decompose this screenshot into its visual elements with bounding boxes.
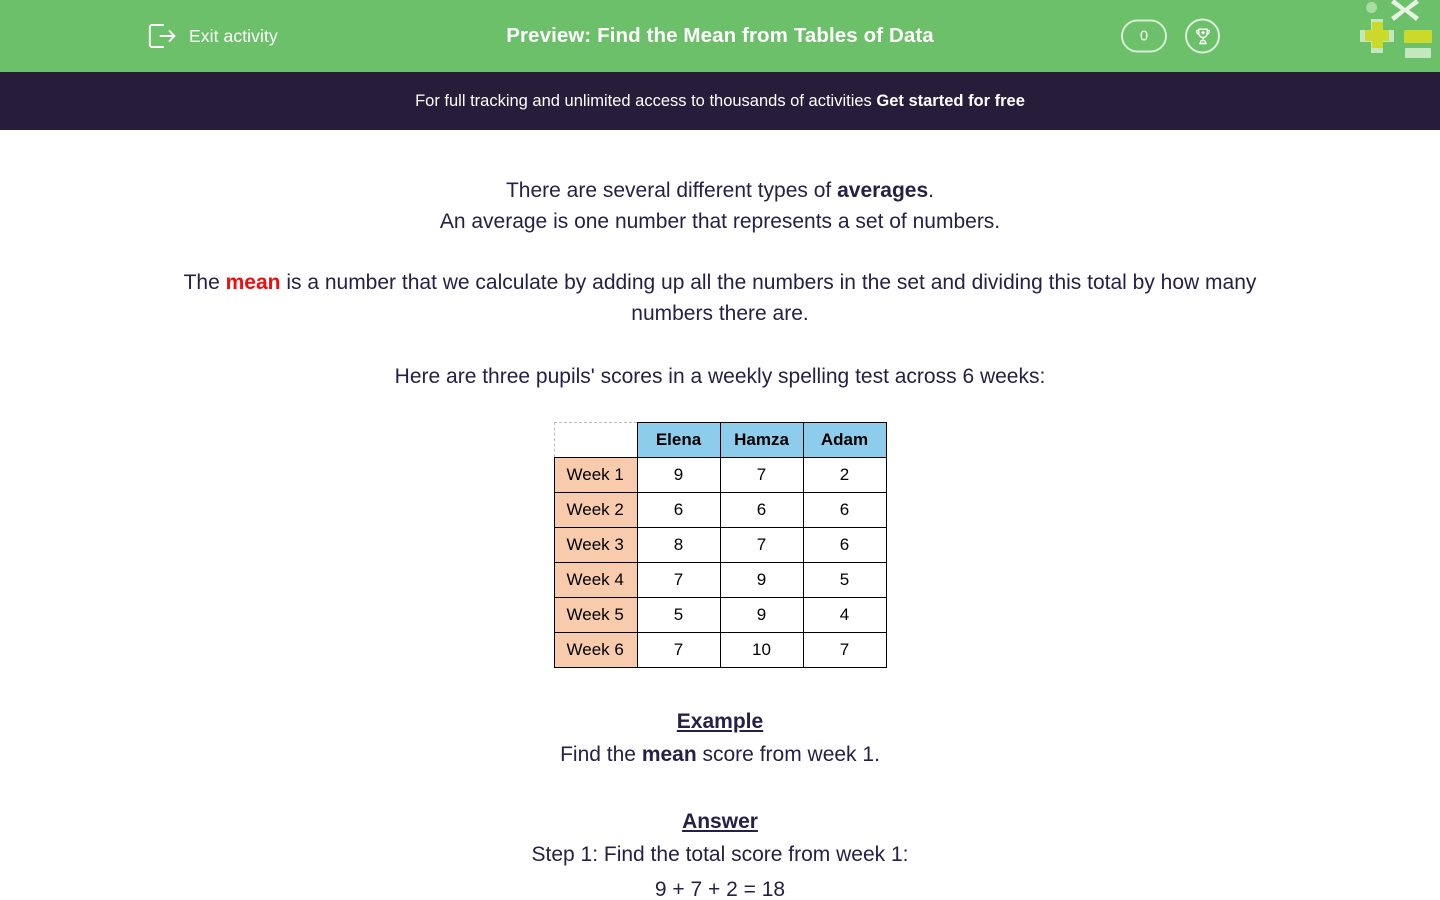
header-decoration [1350,0,1440,64]
deco-bar-light-icon [1405,48,1431,58]
intro-line-1-bold: averages [837,179,929,202]
cell-week6-hamza: 10 [720,633,803,668]
example-prompt-bold: mean [641,743,697,766]
example-prompt-post: score from week 1. [696,743,880,766]
row-label-week-6: Week 6 [554,633,637,668]
table-corner-cell [554,423,637,458]
cell-week5-elena: 5 [637,598,720,633]
trophy-button[interactable] [1185,19,1220,54]
promo-banner[interactable] [0,72,1440,130]
cell-week3-hamza: 7 [720,528,803,563]
intro-line-1-post: . [928,179,935,202]
scores-table [554,422,887,668]
cell-week4-elena: 7 [637,563,720,598]
cell-week6-adam: 7 [803,633,886,668]
table-row [554,563,886,598]
scores-table-body [554,458,886,668]
exit-activity-label: Exit activity [189,25,278,46]
cell-week1-hamza: 7 [720,458,803,493]
cell-week6-elena: 7 [637,633,720,668]
answer-heading: Answer [682,810,758,833]
mean-definition-post: is a number that we calculate by adding up all the numbers in the set and dividing this total by how many numbers there are. [280,271,1257,325]
scores-table-head [554,423,886,458]
score-value: 0 [1139,28,1149,44]
table-row [554,458,886,493]
deco-plus-light-icon [1371,19,1383,53]
cell-week3-elena: 8 [637,528,720,563]
row-label-week-5: Week 5 [554,598,637,633]
column-header-elena: Elena [637,423,720,458]
row-label-week-3: Week 3 [554,528,637,563]
exit-activity-button[interactable] [148,23,278,49]
cell-week3-adam: 6 [803,528,886,563]
cell-week4-hamza: 9 [720,563,803,598]
row-label-week-4: Week 4 [554,563,637,598]
intro-line-2: An average is one number that represents a set of numbers. [439,210,1001,233]
deco-plus-yellow-icon [1372,22,1383,48]
get-started-link[interactable]: Get started for free [876,91,1025,110]
activity-content [0,130,1440,900]
table-row [554,493,886,528]
exit-door-arrow-icon [148,23,176,49]
mean-definition-pre: The [183,271,226,294]
mean-keyword: mean [225,271,281,294]
trophy-icon [1193,26,1213,46]
deco-x-icon [1390,0,1420,23]
promo-message: For full tracking and unlimited access to thousands of activities [415,91,877,110]
example-prompt-pre: Find the [560,743,642,766]
row-label-week-1: Week 1 [554,458,637,493]
cell-week2-adam: 6 [803,493,886,528]
deco-circle-icon [1366,2,1377,13]
answer-calculation-1: 9 + 7 + 2 = 18 [654,878,786,900]
table-row [554,528,886,563]
example-prompt [0,739,1440,770]
scores-table-wrapper [0,422,1440,668]
table-header-row [554,423,886,458]
cell-week1-adam: 2 [803,458,886,493]
cell-week2-elena: 6 [637,493,720,528]
cell-week2-hamza: 6 [720,493,803,528]
deco-plus-light-icon [1360,30,1394,42]
header-actions [1121,19,1220,54]
cell-week4-adam: 5 [803,563,886,598]
column-header-adam: Adam [803,423,886,458]
intro-line-1 [0,175,1440,206]
table-row [554,598,886,633]
answer-step-1: Step 1: Find the total score from week 1: [531,843,909,866]
page-title: Preview: Find the Mean from Tables of Data [506,24,934,47]
app-header [0,0,1440,72]
example-heading: Example [676,710,764,733]
score-badge[interactable] [1121,20,1167,53]
promo-text [415,92,1025,111]
row-label-week-2: Week 2 [554,493,637,528]
deco-plus-yellow-icon [1365,30,1389,41]
deco-bar-yellow-icon [1404,30,1432,43]
intro-line-1-pre: There are several different types of [505,179,838,202]
spacer [0,237,1440,267]
mean-definition [145,267,1295,329]
table-intro-line: Here are three pupils' scores in a weekly spelling test across 6 weeks: [394,365,1046,388]
cell-week5-hamza: 9 [720,598,803,633]
cell-week5-adam: 4 [803,598,886,633]
table-row [554,633,886,668]
column-header-hamza: Hamza [720,423,803,458]
cell-week1-elena: 9 [637,458,720,493]
